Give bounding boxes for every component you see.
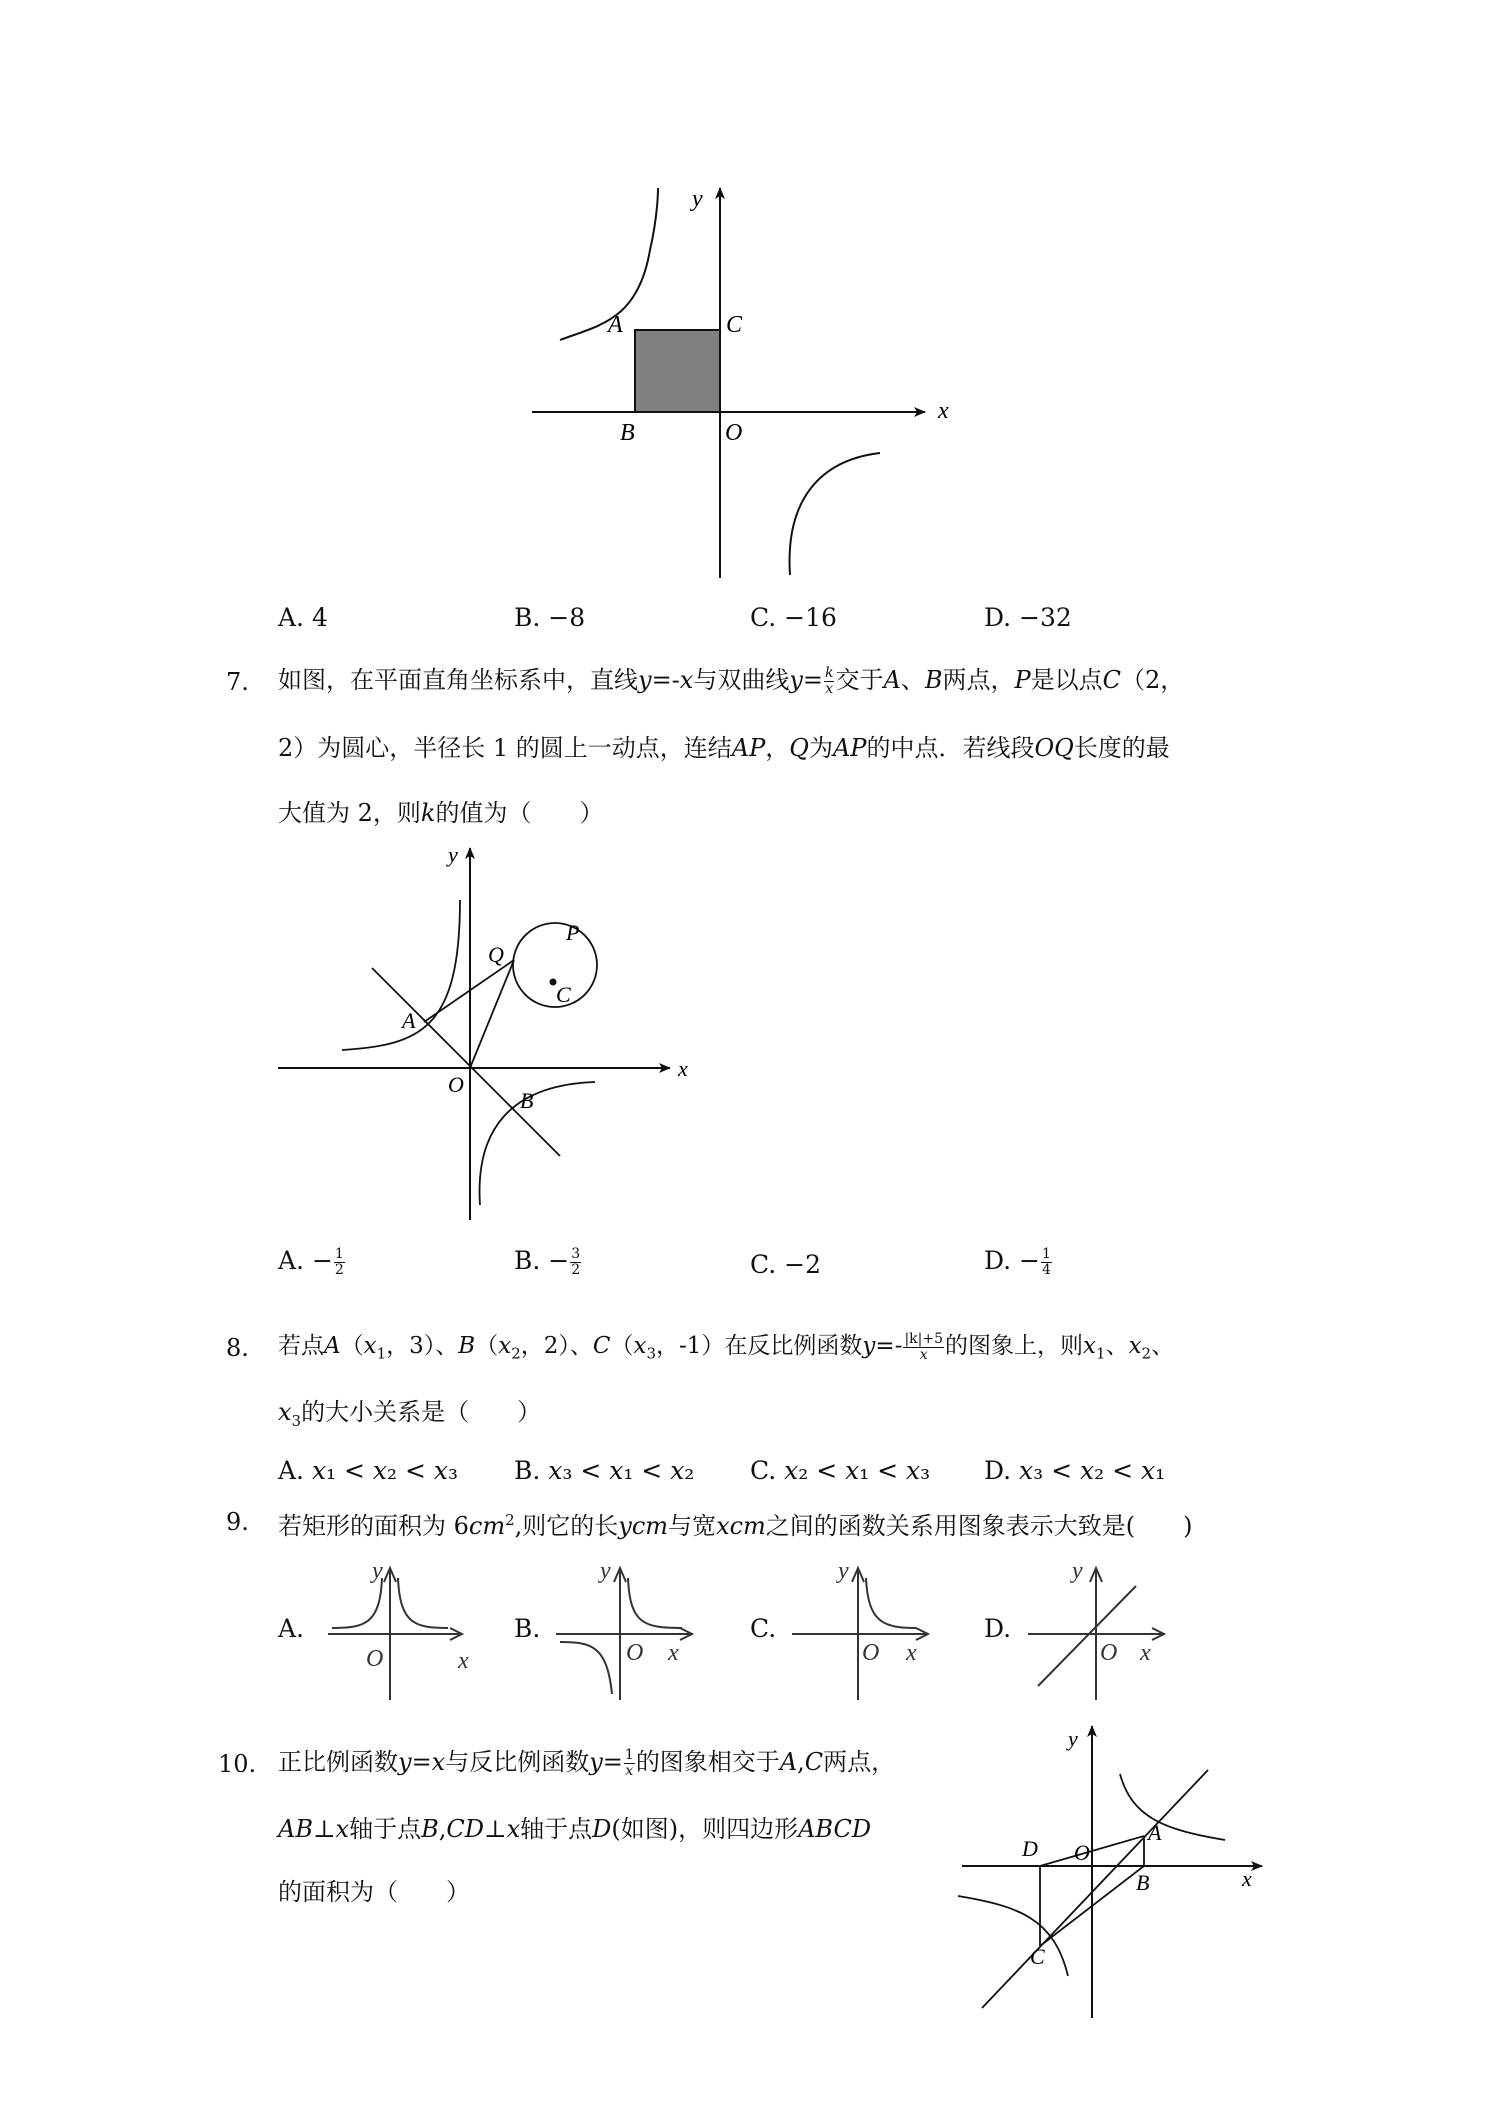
q6-shaded-rectangle — [635, 330, 720, 412]
svg-text:y: y — [600, 1558, 611, 1584]
svg-text:y: y — [838, 1558, 849, 1584]
q6-figure — [520, 180, 980, 580]
q9-option-b-label[interactable]: B. — [514, 1614, 541, 1643]
svg-text:x: x — [906, 1640, 917, 1666]
q6-label-c: C — [726, 312, 743, 338]
q10-line-1: 正比例函数y=x与反比例函数y= $\frac{1}{x}$ 的图象相交于A,C两点， — [278, 1747, 896, 1779]
q6-y-label: y — [692, 186, 703, 212]
q7-option-b[interactable]: B. − $\frac{3}{2}$ — [514, 1246, 581, 1278]
q7-hyperbola-upper-left — [342, 900, 460, 1050]
q7-line-3: 大值为 2，则k的值为（ ） — [278, 799, 604, 827]
q10-label-a: A — [1148, 1820, 1162, 1845]
q7-line-2: 2）为圆心，半径长 1 的圆上一动点，连结AP，Q为AP的中点．若线段OQ长度的最 — [278, 734, 1170, 762]
q7-option-c[interactable]: C. −2 — [750, 1250, 821, 1279]
svg-text:O: O — [626, 1640, 644, 1666]
q7-number: 7. — [226, 668, 249, 696]
svg-text:y: y — [1072, 1558, 1083, 1584]
svg-text:x: x — [1140, 1640, 1151, 1666]
q10-line-y-eq-x — [982, 1770, 1208, 2008]
q7-label-a: A — [402, 1008, 416, 1033]
svg-text:O: O — [366, 1646, 384, 1672]
q10-fraction: $\frac{1}{x}$ — [624, 1747, 634, 1779]
svg-text:y: y — [372, 1558, 383, 1584]
q10-figure — [950, 1700, 1290, 2026]
q8-line-1: 若点$A(x_1$，3）、$B(x_2$，2）、$C(x_3$，-1）在反比例函数y=- $\frac{|k|+5}{x}$ 的图象上，则$x_1$、$x_2$、 — [278, 1330, 1175, 1363]
q7-line-1: 如图，在平面直角坐标系中，直线y=-x与双曲线y= $\frac{k}{x}$ 交于A、B两点，P是以点C（2， — [278, 665, 1185, 697]
q7-label-p: P — [566, 920, 580, 945]
q10-number: 10. — [218, 1750, 257, 1778]
q10-line-2: AB⊥x轴于点B,CD⊥x轴于点D(如图)，则四边形ABCD — [278, 1815, 872, 1843]
svg-text:O: O — [1100, 1640, 1118, 1666]
q7-label-q: Q — [488, 942, 504, 967]
q7-label-o: O — [448, 1072, 464, 1097]
q7-label-b: B — [520, 1088, 534, 1113]
q6-option-d[interactable]: D. −32 — [984, 603, 1072, 632]
q6-option-b[interactable]: B. −8 — [514, 603, 586, 632]
q10-label-b: B — [1136, 1870, 1150, 1895]
q8-option-d[interactable]: D. 𝑥₃ < 𝑥₂ < 𝑥₁ — [984, 1456, 1166, 1485]
q8-option-c[interactable]: C. 𝑥₂ < 𝑥₁ < 𝑥₃ — [750, 1456, 931, 1485]
svg-text:x: x — [668, 1640, 679, 1666]
q7-figure — [270, 840, 710, 1230]
q6-x-label: x — [938, 398, 949, 424]
q6-option-c[interactable]: C. −16 — [750, 603, 837, 632]
q6-label-a: A — [608, 312, 623, 338]
q7-y-label: y — [448, 842, 458, 867]
q7-option-d[interactable]: D. − $\frac{1}{4}$ — [984, 1246, 1051, 1278]
q9-option-a-graph[interactable] — [320, 1556, 480, 1706]
q7-line-y-neg-x — [372, 968, 560, 1156]
q7-label-c: C — [556, 982, 571, 1007]
q9-option-c-label[interactable]: C. — [750, 1614, 777, 1643]
q7-option-a[interactable]: A. − $\frac{1}{2}$ — [278, 1246, 344, 1278]
svg-text:x: x — [458, 1648, 469, 1674]
q8-fraction: $\frac{|k|+5}{x}$ — [904, 1330, 944, 1363]
q10-x-label: x — [1242, 1866, 1252, 1891]
q9-option-b-graph[interactable] — [552, 1556, 712, 1706]
q10-line-3: 的面积为（ ） — [278, 1878, 470, 1906]
q7-fraction-k-over-x: $\frac{k}{x}$ — [825, 665, 834, 697]
svg-text:O: O — [862, 1640, 880, 1666]
q7-circle-c — [513, 923, 597, 1007]
q8-option-b[interactable]: B. 𝑥₃ < 𝑥₁ < 𝑥₂ — [514, 1456, 695, 1485]
q6-option-a[interactable]: A. 4 — [278, 603, 328, 632]
q6-label-o: O — [725, 420, 743, 446]
q9-number: 9. — [226, 1508, 249, 1536]
q6-hyperbola-lower-right — [790, 453, 880, 575]
q9-option-c-graph[interactable] — [788, 1556, 948, 1706]
q9-option-a-label[interactable]: A. — [278, 1614, 305, 1643]
q10-label-o: O — [1074, 1840, 1090, 1865]
q9-line-1: 若矩形的面积为 $6cm^2$,则它的长ycm与宽xcm之间的函数关系用图象表示大致是( ) — [278, 1511, 1193, 1540]
q6-label-b: B — [620, 420, 635, 446]
q10-label-d: D — [1022, 1836, 1038, 1861]
q9-option-d-label[interactable]: D. — [984, 1614, 1012, 1643]
q10-label-c: C — [1030, 1944, 1045, 1969]
q7-hyperbola-lower-right — [480, 1082, 595, 1205]
q8-option-a[interactable]: A. 𝑥₁ < 𝑥₂ < 𝑥₃ — [278, 1456, 458, 1485]
q7-x-label: x — [678, 1056, 688, 1081]
q10-y-label: y — [1068, 1726, 1078, 1751]
q9-option-d-graph[interactable] — [1024, 1556, 1184, 1706]
q8-line-2: $x_3$的大小关系是（ ） — [278, 1398, 542, 1430]
q8-number: 8. — [226, 1334, 249, 1362]
